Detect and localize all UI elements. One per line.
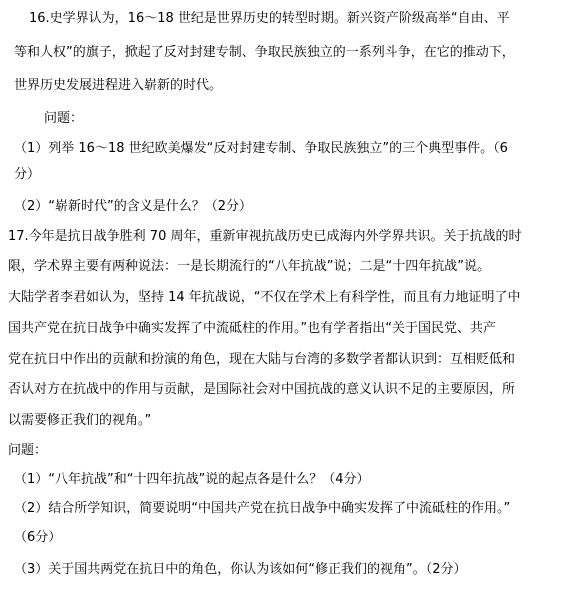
q17-sub1: （1）“八年抗战”和“十四年抗战”说的起点各是什么？（4分） [14, 472, 370, 487]
q17-prompt-label: 问题： [8, 443, 48, 458]
q17-sub2-line-1: （2）结合所学知识，简要说明“中国共产党在抗日战争中确实发挥了中流砥柱的作用。” [14, 501, 511, 516]
q17-stem-line-7: 以需要修正我们的视角。” [8, 413, 152, 428]
q17-stem-line-1: 17.今年是抗日战争胜利 70 周年，重新审视抗战历史已成海内外学界共识。关于抗战的时 [8, 229, 522, 244]
q16-stem-line-2: 等和人权”的旗子，掀起了反对封建专制、争取民族独立的一系列斗争，在它的推动下， [14, 45, 515, 60]
q17-stem-line-5: 党在抗日中作出的贡献和扮演的角色，现在大陆与台湾的多数学者都认识到：互相贬低和 [8, 352, 516, 367]
q17-sub2-line-2: （6分） [14, 530, 62, 545]
q17-stem-line-3: 大陆学者李君如认为，坚持 14 年抗战说，“不仅在学术上有科学性，而且有力地证明了中 [8, 290, 521, 305]
q16-stem-line-3: 世界历史发展进程进入崭新的时代。 [14, 78, 223, 93]
q17-stem-line-4: 国共产党在抗日战争中确实发挥了中流砥柱的作用。”也有学者指出“关于国民党、共产 [8, 321, 496, 336]
q17-sub3: （3）关于国共两党在抗日中的角色，你认为该如何“修正我们的视角”。（2分） [14, 562, 467, 577]
q16-sub2: （2）“崭新时代”的含义是什么？（2分） [14, 199, 253, 214]
q16-prompt-label: 问题： [44, 111, 84, 126]
q16-sub1-line-1: （1）列举 16～18 世纪欧美爆发“反对封建专制、争取民族独立”的三个典型事件。（6 [14, 141, 508, 156]
q17-stem-line-6: 否认对方在抗战中的作用与贡献，是国际社会对中国抗战的意义认识不足的主要原因，所 [8, 382, 516, 397]
q16-sub1-line-2: 分） [14, 167, 41, 182]
q16-stem-line-1: 16.史学界认为，16～18 世纪是世界历史的转型时期。新兴资产阶级高举“自由、平 [29, 11, 510, 26]
q17-stem-line-2: 限，学术界主要有两种说法：一是长期流行的“八年抗战”说；二是“十四年抗战”说。 [8, 259, 490, 274]
